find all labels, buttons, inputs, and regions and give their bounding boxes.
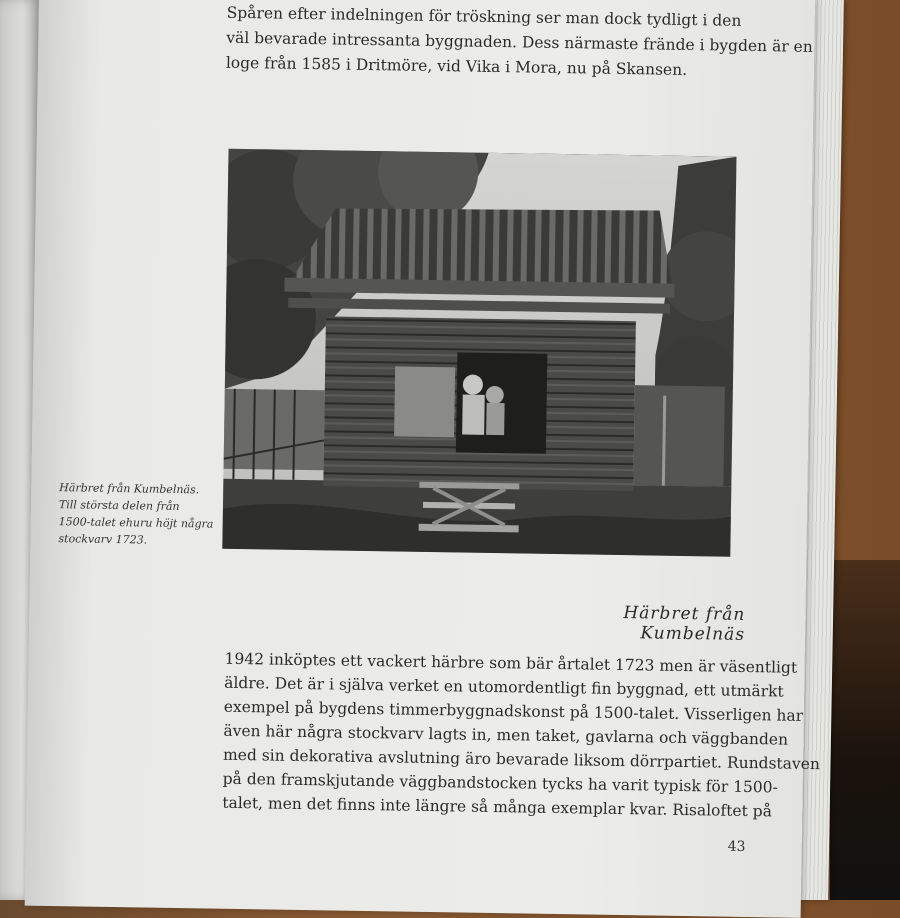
page-number: 43 [727,838,746,855]
book-page [25,0,821,918]
body-line: även här några stockvarv lagts in, men taket, gavlarna och väggbanden [223,721,789,749]
intro-paragraph [225,1,813,84]
table-shadow [830,560,900,900]
caption-line: Härbret från Kumbelnäs. [59,481,200,497]
body-line: exempel på bygdens timmerbyggnadskonst på 1500-talet. Visserligen har [223,697,804,725]
body-line: äldre. Det är i själva verket en utomordentligt fin byggnad, ett utmärkt [224,673,784,701]
photo-caption [58,479,224,550]
caption-line: Till största delen från [58,498,180,514]
caption-line: 1500-talet ehuru höjt några [58,515,214,531]
body-line: med sin dekorativa avslutning äro bevarade liksom dörrpartiet. Rundstaven [222,745,821,774]
intro-line: loge från 1585 i Dritmöre, vid Vika i Mora, nu på Skansen. [225,53,688,79]
caption-line: stockvarv 1723. [58,532,148,547]
body-paragraph [222,647,821,823]
body-line: 1942 inköptes ett vackert härbre som bär årtalet 1723 men är väsentligt [224,649,798,677]
photo-drawing [222,149,736,557]
intro-line: Spåren efter indelningen för tröskning ser man dock tydligt i den [226,3,742,30]
section-heading: Härbret från Kumbelnäs [623,603,746,645]
storehouse-photograph [222,149,736,557]
body-line: på den framskjutande väggbandstocken tycks ha varit typisk för 1500- [222,769,778,797]
body-line: talet, men det finns inte längre så många exemplar kvar. Risaloftet på [222,793,773,821]
intro-line: väl bevarade intressanta byggnaden. Dess närmaste frände i bygden är en [226,28,813,56]
